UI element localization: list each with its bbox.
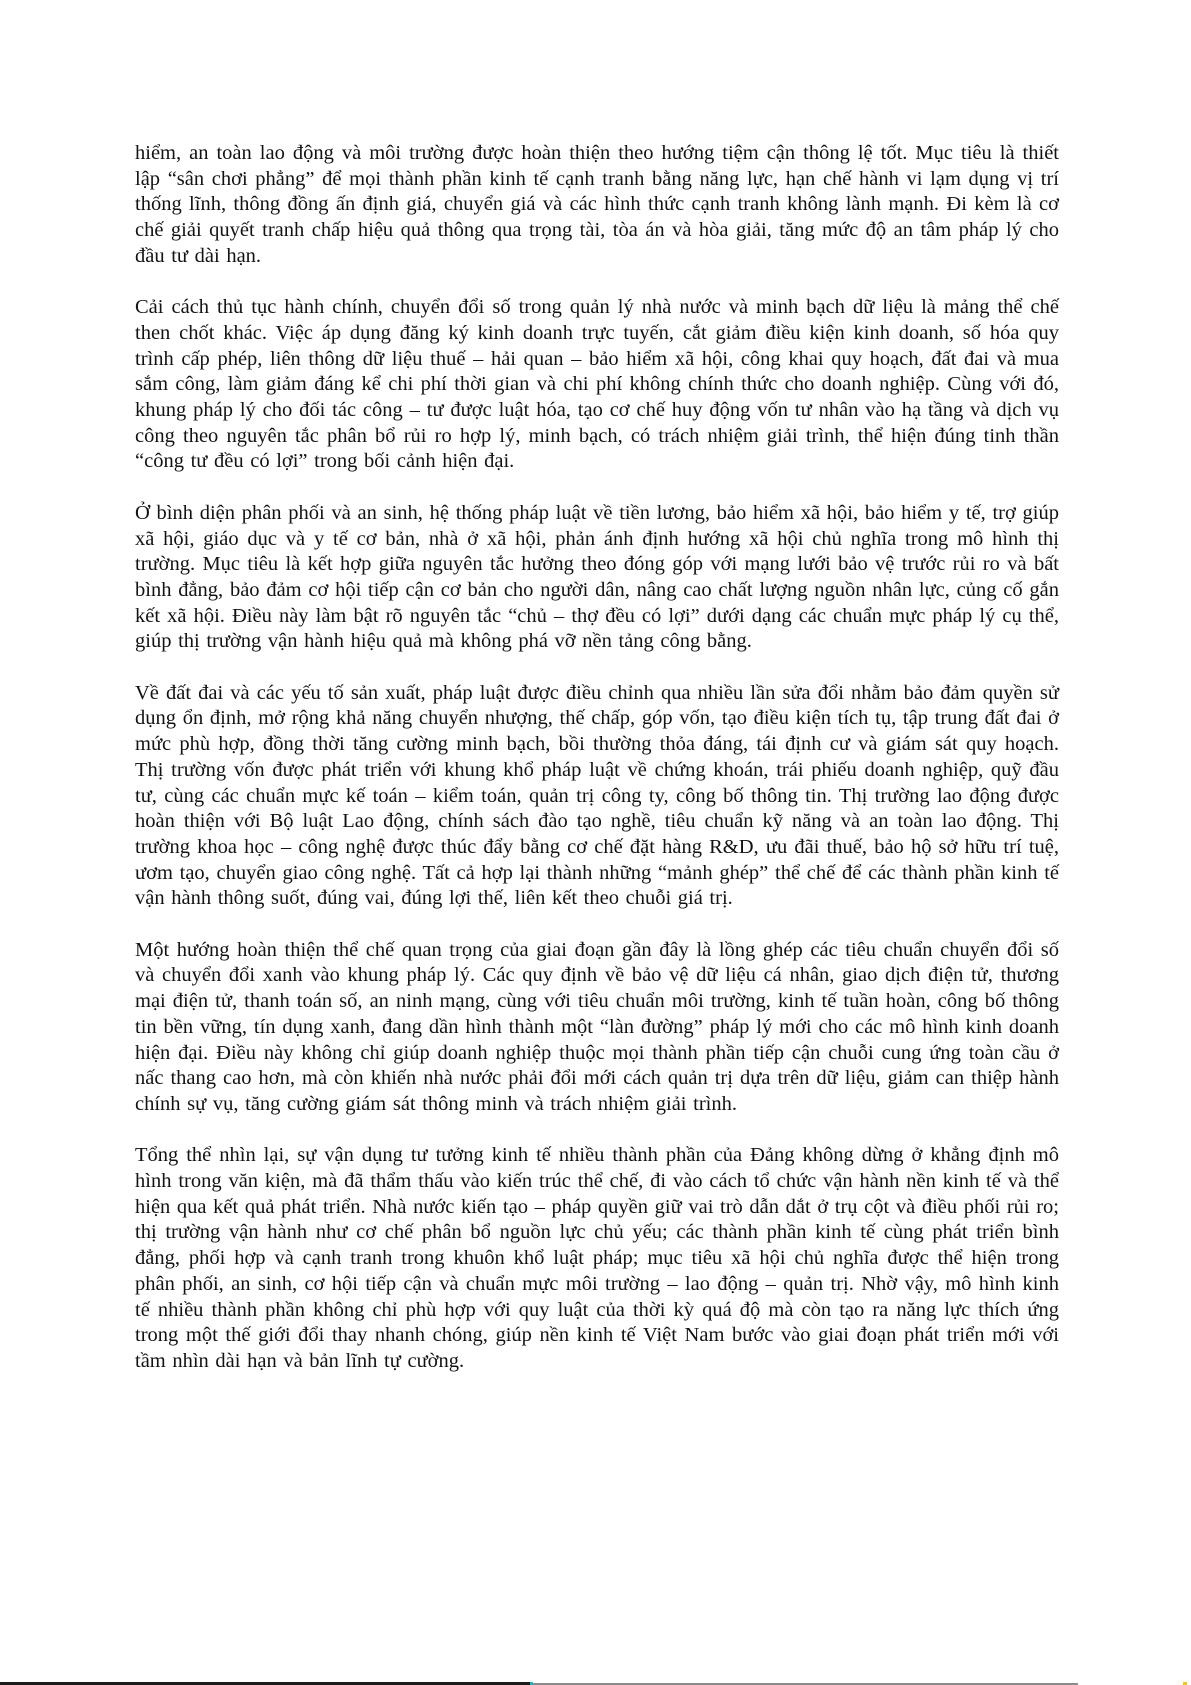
paragraph: Một hướng hoàn thiện thể chế quan trọng của giai đoạn gần đây là lồng ghép các tiêu chuẩn chuyển đổi số và chuyển đổi xanh vào khung pháp lý. Các quy định về bảo vệ dữ liệu cá nhân, giao dịch điện tử, thương mại điện tử, thanh toán số, an ninh mạng, cùng với tiêu chuẩn môi trường, kinh tế tuần hoàn, công bố thông tin bền vững, tín dụng xanh, đang dần hình thành một “làn đường” pháp lý mới cho các mô hình kinh doanh hiện đại. Điều này không chỉ giúp doanh nghiệp thuộc mọi thành phần tiếp cận chuỗi cung ứng toàn cầu ở nấc thang cao hơn, mà còn khiến nhà nước phải đổi mới cách quản trị dựa trên dữ liệu, giảm can thiệp hành chính sự vụ, tăng cường giám sát thông minh và trách nhiệm giải trình. bbox=[135, 938, 1059, 1115]
bottom-edge-bar bbox=[0, 1681, 1191, 1685]
text-block bbox=[135, 141, 1059, 1375]
paragraph: hiểm, an toàn lao động và môi trường được hoàn thiện theo hướng tiệm cận thông lệ tốt. Mục tiêu là thiết lập “sân chơi phẳng” để mọi thành phần kinh tế cạnh tranh bằng năng lực, hạn chế hành vi lạm dụng vị trí thống lĩnh, thông đồng ấn định giá, chuyển giá và các hình thức cạnh tranh không lành mạnh. Đi kèm là cơ chế giải quyết tranh chấp hiệu quả thông qua trọng tài, tòa án và hòa giải, tăng mức độ an tâm pháp lý cho đầu tư dài hạn. bbox=[135, 142, 1059, 267]
paragraph: Ở bình diện phân phối và an sinh, hệ thống pháp luật về tiền lương, bảo hiểm xã hội, bảo hiểm y tế, trợ giúp xã hội, giáo dục và y tế cơ bản, nhà ở xã hội, phản ánh định hướng xã hội chủ nghĩa trong mô hình thị trường. Mục tiêu là kết hợp giữa nguyên tắc hưởng theo đóng góp với mạng lưới bảo vệ trước rủi ro và bất bình đẳng, bảo đảm cơ hội tiếp cận cơ bản cho người dân, nâng cao chất lượng nguồn nhân lực, củng cố gắn kết xã hội. Điều này làm bật rõ nguyên tắc “chủ – thợ đều có lợi” dưới dạng các chuẩn mực pháp lý cụ thể, giúp thị trường vận hành hiệu quả mà không phá vỡ nền tảng công bằng. bbox=[135, 501, 1059, 653]
paragraph: Tổng thể nhìn lại, sự vận dụng tư tưởng kinh tế nhiều thành phần của Đảng không dừng ở khẳng định mô hình trong văn kiện, mà đã thẩm thấu vào kiến trúc thể chế, đi vào cách tổ chức vận hành nền kinh tế và thể hiện qua kết quả phát triển. Nhà nước kiến tạo – pháp quyền giữ vai trò dẫn dắt ở trụ cột và điều phối rủi ro; thị trường vận hành như cơ chế phân bổ nguồn lực chủ yếu; các thành phần kinh tế cùng phát triển bình đẳng, phối hợp và cạnh tranh trong khuôn khổ luật pháp; mục tiêu xã hội chủ nghĩa được thể hiện trong phân phối, an sinh, cơ hội tiếp cận và chuẩn mực môi trường – lao động – quản trị. Nhờ vậy, mô hình kinh tế nhiều thành phần không chỉ phù hợp với quy luật của thời kỳ quá độ mà còn tạo ra năng lực thích ứng trong một thế giới đổi thay nhanh chóng, giúp nền kinh tế Việt Nam bước vào giai đoạn phát triển mới với tầm nhìn dài hạn và bản lĩnh tự cường. bbox=[135, 1144, 1059, 1372]
paragraph: Về đất đai và các yếu tố sản xuất, pháp luật được điều chỉnh qua nhiều lần sửa đổi nhằm bảo đảm quyền sử dụng ổn định, mở rộng khả năng chuyển nhượng, thế chấp, góp vốn, tạo điều kiện tích tụ, tập trung đất đai ở mức phù hợp, đồng thời tăng cường minh bạch, bồi thường thỏa đáng, tái định cư và giám sát quy hoạch. Thị trường vốn được phát triển với khung khổ pháp luật về chứng khoán, trái phiếu doanh nghiệp, quỹ đầu tư, cùng các chuẩn mực kế toán – kiểm toán, quản trị công ty, công bố thông tin. Thị trường lao động được hoàn thiện với Bộ luật Lao động, chính sách đào tạo nghề, tiêu chuẩn kỹ năng và an toàn lao động. Thị trường khoa học – công nghệ được thúc đẩy bằng cơ chế đặt hàng R&D, ưu đãi thuế, bảo hộ sở hữu trí tuệ, ươm tạo, chuyển giao công nghệ. Tất cả hợp lại thành những “mảnh ghép” thể chế để các thành phần kinh tế vận hành thông suốt, đúng vai, đúng lợi thế, liên kết theo chuỗi giá trị. bbox=[135, 681, 1059, 910]
paragraph: Cải cách thủ tục hành chính, chuyển đổi số trong quản lý nhà nước và minh bạch dữ liệu là mảng thể chế then chốt khác. Việc áp dụng đăng ký kinh doanh trực tuyến, cắt giảm điều kiện kinh doanh, số hóa quy trình cấp phép, liên thông dữ liệu thuế – hải quan – bảo hiểm xã hội, công khai quy hoạch, đất đai và mua sắm công, làm giảm đáng kể chi phí thời gian và chi phí không chính thức cho doanh nghiệp. Cùng với đó, khung pháp lý cho đối tác công – tư được luật hóa, tạo cơ chế huy động vốn tư nhân vào hạ tầng và dịch vụ công theo nguyên tắc phân bổ rủi ro hợp lý, minh bạch, có trách nhiệm giải trình, thể hiện đúng tinh thần “công tư đều có lợi” trong bối cảnh hiện đại. bbox=[135, 296, 1059, 473]
